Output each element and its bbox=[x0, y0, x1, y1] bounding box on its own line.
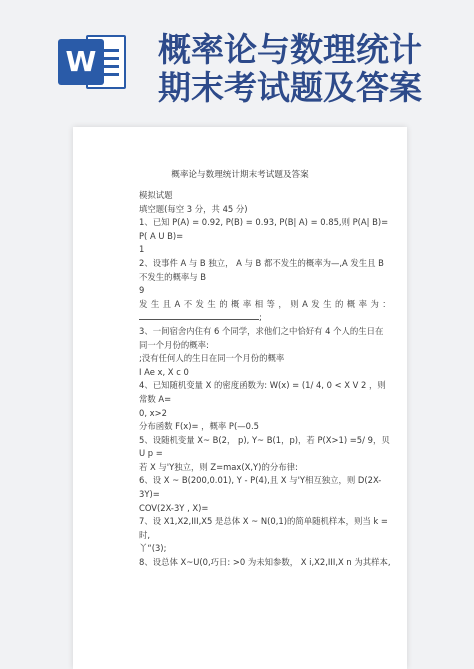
doc-line: P( A U B)= bbox=[139, 230, 184, 241]
doc-line: 发 生 且 A 不 发 生 的 概 率 相 等 ， 则 A 发 生 的 概 率 为 ： bbox=[139, 298, 392, 309]
doc-line: 时, bbox=[139, 529, 151, 540]
doc-line: 常数 A= bbox=[139, 393, 172, 404]
doc-line: 3、一间宿舍内住有 6 个同学，求他们之中恰好有 4 个人的生日在 bbox=[139, 325, 384, 336]
doc-line: U p = bbox=[139, 448, 163, 459]
doc-line: 5、设随机变量 X~ B(2， p), Y~ B(1，p)，若 P(X>1) =5/ 9，贝 bbox=[139, 434, 390, 445]
doc-line: 1、已知 P(A) = 0.92, P(B) = 0.93, P(B| A) = 0.85,则 P(A| B)= bbox=[139, 217, 389, 228]
doc-line: I Ae x, X c 0 bbox=[139, 366, 189, 377]
banner-title-line-2: 期末考试题及答案 bbox=[158, 68, 422, 107]
doc-line: 2、设事件 A 与 B 独立， A 与 B 都不发生的概率为—,A 发生且 B bbox=[139, 257, 384, 268]
doc-line: 3Y)= bbox=[139, 489, 160, 500]
doc-line: 0, x>2 bbox=[139, 407, 167, 418]
doc-line: 6、设 X ~ B(200,0.01), Y - P(4),且 X 与'Y相互独立，则 D(2X- bbox=[139, 475, 382, 486]
answer-blank: ; bbox=[139, 311, 395, 325]
doc-line: 4、已知随机变量 X 的密度函数为: W(x) = (1/ 4, 0 < X V 2 ，则 bbox=[139, 380, 386, 391]
word-document-icon bbox=[58, 35, 126, 89]
doc-line: 若 X 与'Y独立，则 Z=max(X,Y)的分布律: bbox=[139, 461, 298, 472]
document-page bbox=[73, 127, 407, 669]
document-body bbox=[139, 189, 395, 570]
doc-line: 不发生的概率与 B bbox=[139, 271, 207, 282]
document-heading: 概率论与数理统计期末考试题及答案 bbox=[171, 170, 309, 180]
doc-line: 7、设 X1,X2,III,X5 是总体 X ~ N(0,1)的简单随机样本，则当 k = bbox=[139, 516, 388, 527]
doc-line: 1 bbox=[139, 244, 145, 255]
banner bbox=[0, 0, 474, 112]
doc-line: 填空题(每空 3 分，共 45 分) bbox=[139, 203, 248, 214]
doc-line: ;没有任何人的生日在同一个月份的概率 bbox=[139, 353, 285, 364]
doc-line: 分布函数 F(x)= ，概率 P(—0.5 bbox=[139, 421, 259, 432]
word-logo-letter: W bbox=[58, 39, 104, 85]
doc-line: 9 bbox=[139, 285, 145, 296]
banner-title-line-1: 概率论与数理统计 bbox=[158, 30, 422, 69]
doc-line: 丫“(3); bbox=[139, 543, 167, 554]
doc-line: COV(2X-3Y , X)= bbox=[139, 502, 209, 513]
doc-line: 8、设总体 X~U(0,巧日: >0 为未知参数， X i,X2,III,X n 为其样本, bbox=[139, 557, 391, 568]
doc-line: 同一个月份的概率: bbox=[139, 339, 209, 350]
doc-line: 模拟试题 bbox=[139, 190, 173, 200]
